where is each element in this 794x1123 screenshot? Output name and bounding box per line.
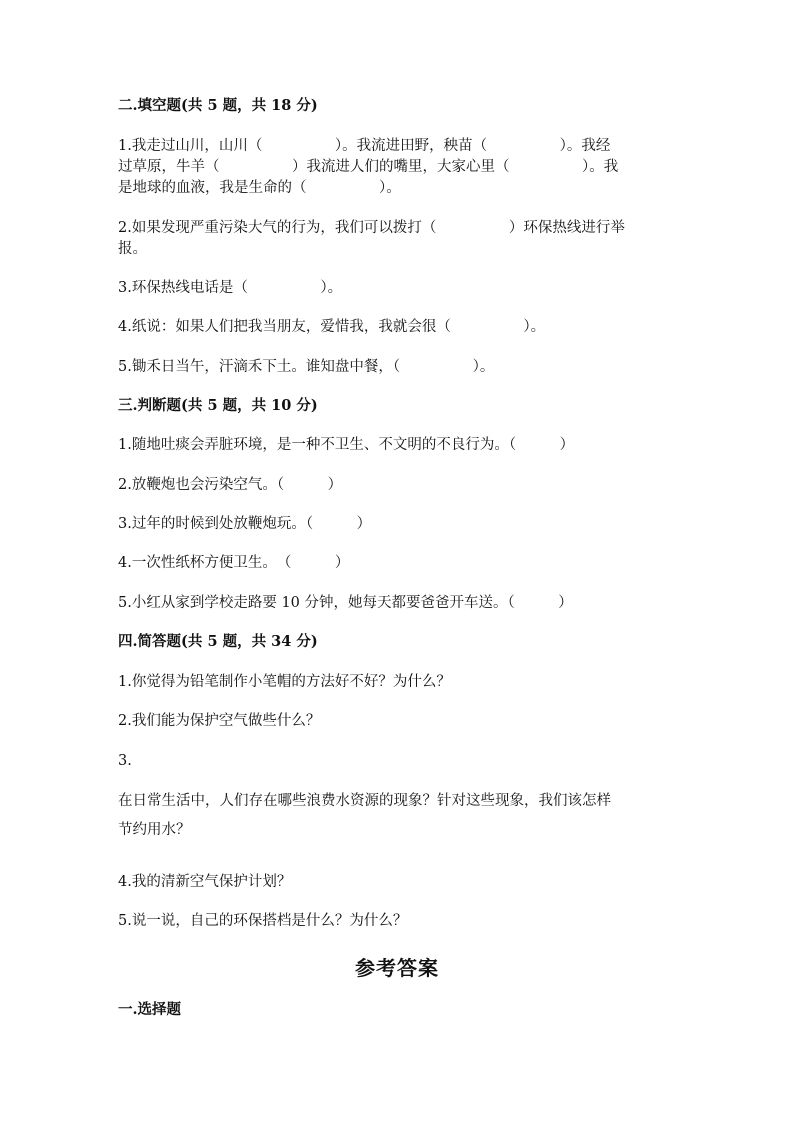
question-line: 节约用水？ <box>118 822 191 838</box>
answer-section-heading: 一.选择题 <box>118 1001 182 1018</box>
question-line: 5.锄禾日当午，汗滴禾下土。谁知盘中餐，（ ）。 <box>118 359 495 375</box>
question-line: 4.一次性纸杯方便卫生。 （ ） <box>118 555 350 571</box>
question-line: 1.随地吐痰会弄脏环境，是一种不卫生、不文明的不良行为。（ ） <box>118 437 575 453</box>
question-line: 3. <box>118 753 132 769</box>
question-line: 过草原，牛羊（ ）我流进人们的嘴里，大家心里（ ）。我 <box>118 159 619 175</box>
question-line: 2.放鞭炮也会污染空气。（ ） <box>118 477 343 493</box>
question-line: 1.你觉得为铅笔制作小笔帽的方法好不好？为什么？ <box>118 674 451 690</box>
question-line: 报。 <box>118 241 147 257</box>
question-line: 4.我的清新空气保护计划？ <box>118 874 292 890</box>
question-line: 3.过年的时候到处放鞭炮玩。（ ） <box>118 516 372 532</box>
section-heading-true-false: 三.判断题(共 5 题，共 10 分) <box>118 397 318 414</box>
answer-key-title: 参考答案 <box>355 956 439 980</box>
question-line: 5.说一说，自己的环保搭档是什么？为什么？ <box>118 913 408 929</box>
question-line: 5.小红从家到学校走路要 10 分钟，她每天都要爸爸开车送。（ ） <box>118 595 573 611</box>
question-line: 1.我走过山川，山川（ ）。我流进田野，秧苗（ ）。我经 <box>118 138 611 154</box>
question-line: 是地球的血液，我是生命的（ ）。 <box>118 180 401 196</box>
question-line: 在日常生活中，人们存在哪些浪费水资源的现象？针对这些现象，我们该怎样 <box>118 793 611 809</box>
section-heading-fill-blank: 二.填空题(共 5 题，共 18 分) <box>118 97 318 114</box>
question-line: 2.如果发现严重污染大气的行为，我们可以拨打（ ）环保热线进行举 <box>118 220 625 236</box>
question-line: 3.环保热线电话是（ ）。 <box>118 280 343 296</box>
question-line: 4.纸说：如果人们把我当朋友，爱惜我，我就会很（ ）。 <box>118 319 546 335</box>
section-heading-short-answer: 四.简答题(共 5 题，共 34 分) <box>118 633 318 650</box>
question-line: 2.我们能为保护空气做些什么？ <box>118 713 321 729</box>
